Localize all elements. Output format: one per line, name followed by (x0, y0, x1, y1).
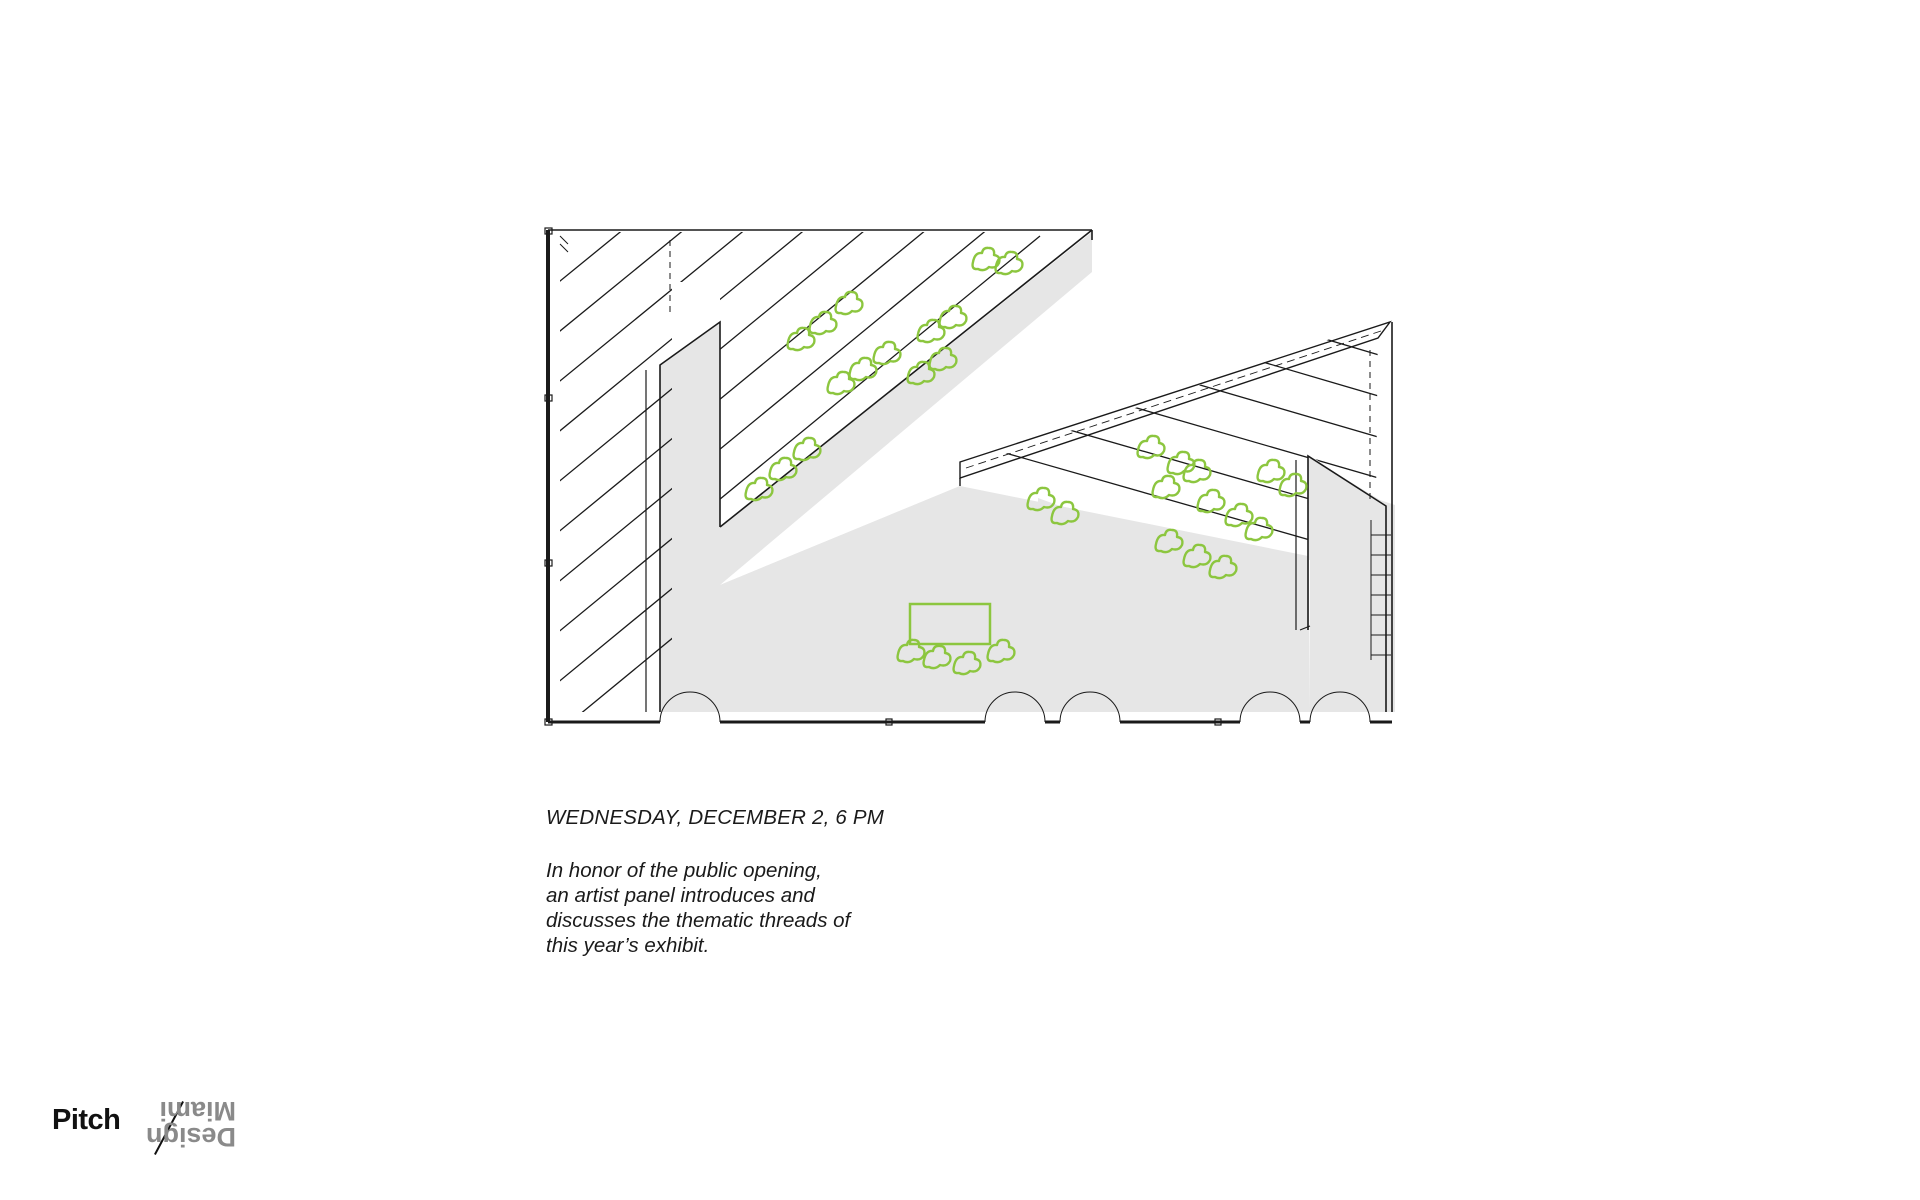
seated-person-icon (874, 342, 901, 364)
seated-person-icon (1138, 436, 1165, 458)
event-description-line: In honor of the public opening, (546, 859, 822, 882)
seated-person-icon (940, 306, 967, 328)
logo-line: Design (145, 1122, 236, 1152)
event-description-line: discusses the thematic threads of (546, 909, 851, 932)
logo-line: Miami (159, 1096, 236, 1126)
event-description (546, 858, 1006, 958)
event-caption (546, 806, 1006, 958)
seated-person-icon (1226, 504, 1253, 526)
event-description-line: this year’s exhibit. (546, 934, 710, 957)
logo-pitch: Pitch (52, 1104, 121, 1136)
logo-design-miami (136, 1098, 236, 1150)
event-date: WEDNESDAY, DECEMBER 2, 6 PM (546, 806, 885, 829)
event-description-line: an artist panel introduces and (546, 884, 815, 907)
pitch-design-miami-logo (50, 1086, 250, 1166)
seated-person-icon (1153, 476, 1180, 498)
seated-person-icon (836, 292, 863, 314)
seated-person-icon (1258, 460, 1285, 482)
seated-person-icon (1168, 452, 1195, 474)
seated-person-icon (850, 358, 877, 380)
